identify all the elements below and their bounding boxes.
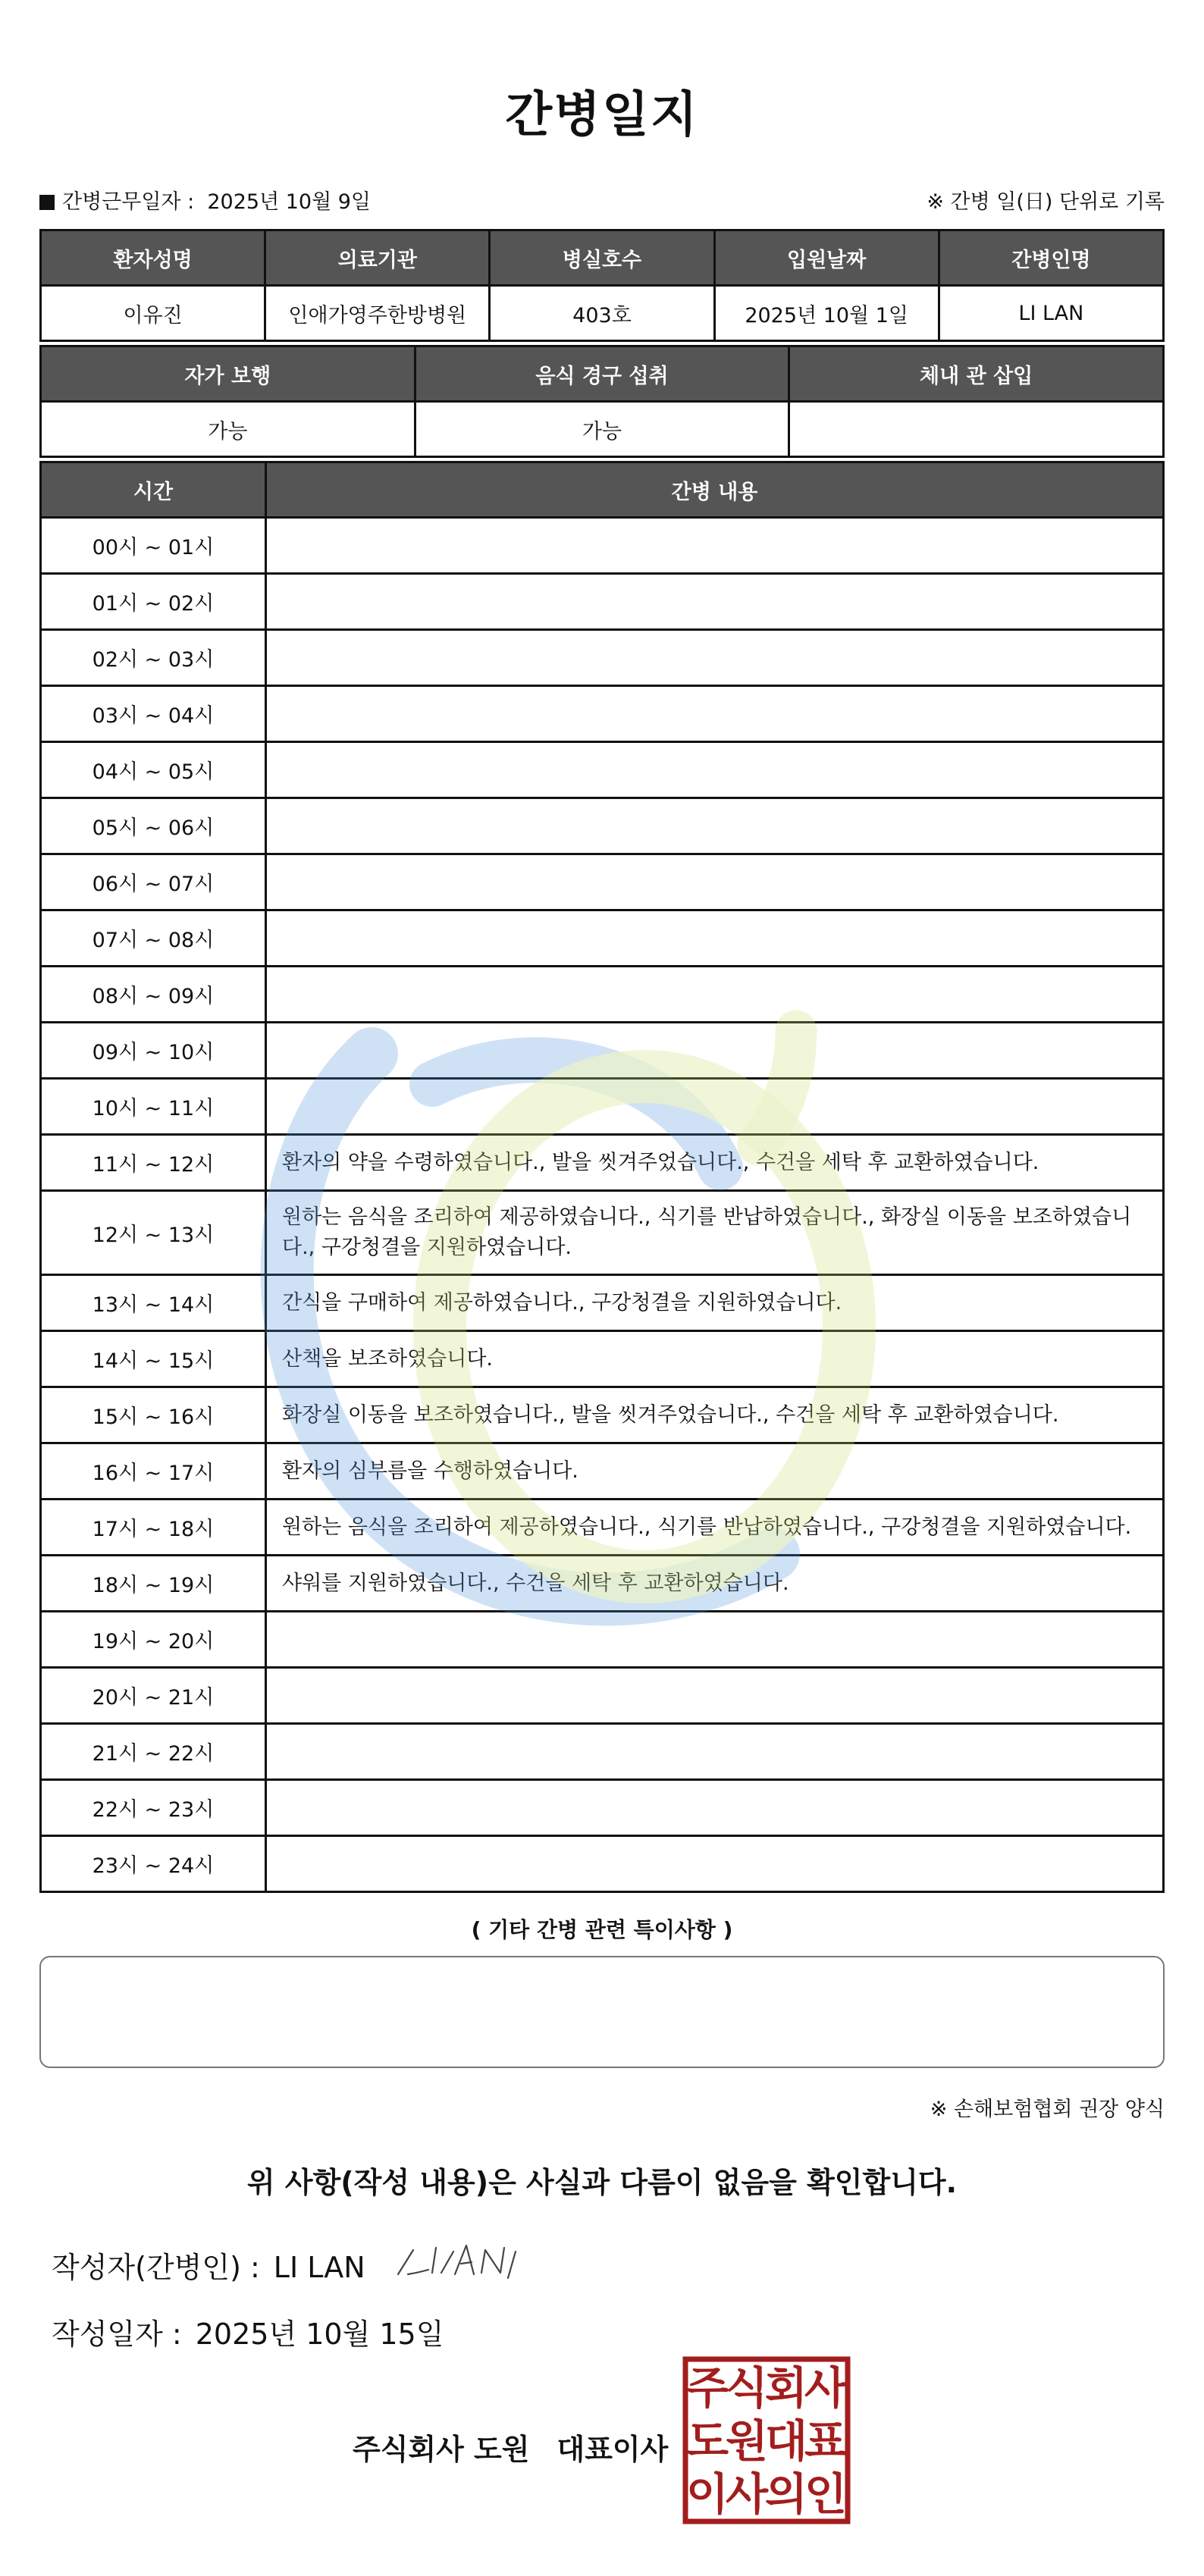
seal-char: 인 xyxy=(804,2468,848,2520)
care-content-cell xyxy=(266,854,1164,910)
seal-char: 식 xyxy=(725,2362,769,2414)
care-content-cell xyxy=(266,1780,1164,1836)
company-title: 대표이사 xyxy=(557,2433,669,2466)
square-bullet-icon xyxy=(39,195,55,210)
seal-char: 주 xyxy=(685,2362,729,2414)
table-row xyxy=(41,1724,1164,1780)
header-time: 시간 xyxy=(41,462,266,518)
time-cell: 21시 ~ 22시 xyxy=(41,1724,266,1780)
time-cell: 11시 ~ 12시 xyxy=(41,1135,266,1191)
table-row xyxy=(41,1275,1164,1331)
table-row xyxy=(41,1500,1164,1556)
header-tube-insertion: 체내 관 삽입 xyxy=(789,346,1164,402)
care-content-cell: 환자의 심부름을 수행하였습니다. xyxy=(266,1443,1164,1500)
admission-date: 2025년 10월 1일 xyxy=(714,286,939,341)
table-row xyxy=(41,910,1164,967)
table-row xyxy=(41,967,1164,1023)
table-row xyxy=(41,630,1164,686)
table-row xyxy=(41,1079,1164,1135)
hospital-name: 인애가영주한방병원 xyxy=(265,286,490,341)
header-patient-name: 환자성명 xyxy=(41,230,265,286)
table-row xyxy=(41,1135,1164,1191)
confirm-statement: 위 사항(작성 내용)은 사실과 다름이 없음을 확인합니다. xyxy=(246,2166,958,2199)
time-cell: 05시 ~ 06시 xyxy=(41,798,266,854)
time-cell: 03시 ~ 04시 xyxy=(41,686,266,742)
time-cell: 10시 ~ 11시 xyxy=(41,1079,266,1135)
time-cell: 15시 ~ 16시 xyxy=(41,1387,266,1443)
seal-char: 원 xyxy=(725,2415,769,2467)
care-content-cell: 산책을 보조하였습니다. xyxy=(266,1331,1164,1387)
care-content-cell xyxy=(266,1023,1164,1079)
oral-intake-value: 가능 xyxy=(415,402,789,457)
patient-name: 이유진 xyxy=(41,286,265,341)
time-cell: 01시 ~ 02시 xyxy=(41,574,266,630)
written-date-label: 작성일자 : xyxy=(52,2317,182,2351)
company-seal-icon xyxy=(682,2356,851,2524)
table-row xyxy=(41,1443,1164,1500)
care-content-cell xyxy=(266,518,1164,574)
table-row xyxy=(41,1668,1164,1724)
header-caregiver: 간병인명 xyxy=(939,230,1163,286)
patient-info-table xyxy=(39,229,1165,342)
company-line xyxy=(353,2426,668,2468)
time-cell: 23시 ~ 24시 xyxy=(41,1836,266,1892)
notes-title: ( 기타 간병 관련 특이사항 ) xyxy=(471,1917,733,1942)
writer-label: 작성자(간병인) : xyxy=(52,2251,260,2284)
work-date-value: 2025년 10월 9일 xyxy=(207,190,372,214)
care-content-cell xyxy=(266,1079,1164,1135)
notes-box xyxy=(39,1956,1165,2068)
table-row xyxy=(41,854,1164,910)
care-content-cell: 원하는 음식을 조리하여 제공하였습니다., 식기를 반납하였습니다., 구강청결을 지원하였습니다. xyxy=(266,1500,1164,1556)
care-content-cell xyxy=(266,1836,1164,1892)
patient-capabilities-table xyxy=(39,345,1165,458)
writer-name: LI LAN xyxy=(273,2251,365,2284)
time-cell: 16시 ~ 17시 xyxy=(41,1443,266,1500)
care-content-cell xyxy=(266,1724,1164,1780)
care-content-cell xyxy=(266,686,1164,742)
table-row xyxy=(41,686,1164,742)
care-content-cell xyxy=(266,910,1164,967)
care-content-cell xyxy=(266,1668,1164,1724)
care-content-cell: 간식을 구매하여 제공하였습니다., 구강청결을 지원하였습니다. xyxy=(266,1275,1164,1331)
tube-insertion-value xyxy=(789,402,1164,457)
header-admission-date: 입원날짜 xyxy=(714,230,939,286)
time-cell: 13시 ~ 14시 xyxy=(41,1275,266,1331)
self-walking-value: 가능 xyxy=(41,402,415,457)
seal-char: 회 xyxy=(764,2362,808,2414)
seal-char: 의 xyxy=(764,2468,808,2520)
room-number: 403호 xyxy=(490,286,714,341)
header-room: 병실호수 xyxy=(490,230,714,286)
time-cell: 22시 ~ 23시 xyxy=(41,1780,266,1836)
care-content-cell: 화장실 이동을 보조하였습니다., 발을 씻겨주었습니다., 수건을 세탁 후 교환하였습니다. xyxy=(266,1387,1164,1443)
seal-char: 사 xyxy=(804,2362,848,2414)
signature-icon xyxy=(394,2236,523,2289)
header-care-content: 간병 내용 xyxy=(266,462,1164,518)
written-date-line xyxy=(52,2311,444,2352)
table-row xyxy=(41,1556,1164,1612)
care-content-cell xyxy=(266,574,1164,630)
care-content-cell xyxy=(266,798,1164,854)
time-cell: 19시 ~ 20시 xyxy=(41,1612,266,1668)
time-cell: 02시 ~ 03시 xyxy=(41,630,266,686)
table-row xyxy=(41,1387,1164,1443)
table-row xyxy=(41,798,1164,854)
care-log-table xyxy=(39,461,1165,1893)
care-content-cell: 샤워를 지원하였습니다., 수건을 세탁 후 교환하였습니다. xyxy=(266,1556,1164,1612)
record-note: ※ 간병 일(日) 단위로 기록 xyxy=(927,190,1165,214)
table-row xyxy=(41,518,1164,574)
time-cell: 08시 ~ 09시 xyxy=(41,967,266,1023)
page-title: 간병일지 xyxy=(505,87,699,143)
time-cell: 14시 ~ 15시 xyxy=(41,1331,266,1387)
time-cell: 07시 ~ 08시 xyxy=(41,910,266,967)
table-row xyxy=(41,742,1164,798)
recommend-note: ※ 손해보험협회 권장 양식 xyxy=(930,2098,1165,2121)
table-row xyxy=(41,1331,1164,1387)
work-date: 간병근무일자 : 2025년 10월 9일 xyxy=(39,185,371,215)
writer-line xyxy=(52,2244,365,2286)
seal-char: 사 xyxy=(725,2468,769,2520)
time-cell: 00시 ~ 01시 xyxy=(41,518,266,574)
header-oral-intake: 음식 경구 섭취 xyxy=(415,346,789,402)
written-date-value: 2025년 10월 15일 xyxy=(195,2317,444,2351)
care-content-cell xyxy=(266,967,1164,1023)
care-content-cell xyxy=(266,630,1164,686)
table-row xyxy=(41,1023,1164,1079)
care-content-cell: 환자의 약을 수령하였습니다., 발을 씻겨주었습니다., 수건을 세탁 후 교환하였습니다. xyxy=(266,1135,1164,1191)
care-content-cell: 원하는 음식을 조리하여 제공하였습니다., 식기를 반납하였습니다., 화장실 이동을 보조하였습니다., 구강청결을 지원하였습니다. xyxy=(266,1191,1164,1275)
time-cell: 12시 ~ 13시 xyxy=(41,1191,266,1275)
table-row xyxy=(41,1612,1164,1668)
table-row xyxy=(41,1191,1164,1275)
table-row xyxy=(41,574,1164,630)
caregiver-name: LI LAN xyxy=(939,286,1163,341)
header-hospital: 의료기관 xyxy=(265,230,490,286)
table-row xyxy=(41,1836,1164,1892)
time-cell: 09시 ~ 10시 xyxy=(41,1023,266,1079)
seal-char: 대 xyxy=(764,2415,808,2467)
time-cell: 20시 ~ 21시 xyxy=(41,1668,266,1724)
care-content-cell xyxy=(266,1612,1164,1668)
time-cell: 18시 ~ 19시 xyxy=(41,1556,266,1612)
work-date-label: 간병근무일자 xyxy=(62,190,181,214)
seal-char: 이 xyxy=(685,2468,729,2520)
time-cell: 17시 ~ 18시 xyxy=(41,1500,266,1556)
seal-char: 도 xyxy=(685,2415,729,2467)
time-cell: 04시 ~ 05시 xyxy=(41,742,266,798)
seal-char: 표 xyxy=(804,2415,848,2467)
header-self-walking: 자가 보행 xyxy=(41,346,415,402)
time-cell: 06시 ~ 07시 xyxy=(41,854,266,910)
company-name: 주식회사 도원 xyxy=(353,2433,530,2466)
table-row xyxy=(41,1780,1164,1836)
care-content-cell xyxy=(266,742,1164,798)
